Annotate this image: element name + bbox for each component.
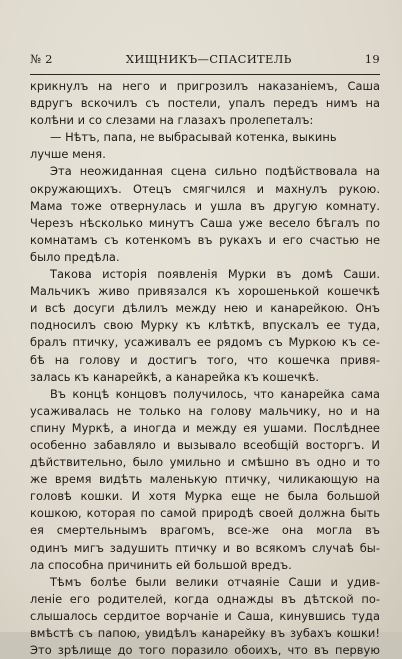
text-line: усаживалась не только на голову мальчику, но и на xyxy=(30,403,380,418)
text-line: ленiе его родителей, когда однажды въ дѣтской по- xyxy=(30,591,380,606)
text-line: Такова исторiя появленiя Мурки въ домѣ Саши. xyxy=(50,267,380,282)
text-line: Мальчикъ живо привязался къ хорошенькой кошечкѣ xyxy=(30,284,380,299)
text-line: вдругъ вскочилъ съ постели, упалъ передъ нимъ на xyxy=(30,96,380,111)
page-number: 19 xyxy=(364,52,380,66)
text-line: ея смертельнымъ врагомъ, все-же она могла въ xyxy=(30,523,380,538)
text-line: слышалось сердитое ворчанiе и Саша, кинувшись туда xyxy=(30,608,380,623)
text-line: ла способна причинить ей большой вредъ. xyxy=(30,557,292,572)
text-line: же время видѣть маленькую птичку, чиликающую на xyxy=(30,472,380,487)
text-line: особенно забавляло и вызывало всеобщiй восторгъ. И xyxy=(30,437,380,452)
text-line: вмѣстѣ съ папою, увидѣлъ канарейку въ зубахъ кошки! xyxy=(30,626,380,640)
text-line: дѣйствительно, было умильно и смѣшно въ одно и то xyxy=(30,455,380,470)
body-text xyxy=(30,78,380,659)
text-line: Мама тоже отвернулась и ушла въ другую комнату. xyxy=(30,198,380,213)
text-line: одинъ мигъ задушить птичку и во всякомъ случаѣ бы- xyxy=(30,540,380,555)
text-line: колѣни и со слезами на глазахъ пролепеталъ: xyxy=(30,113,314,128)
text-line: — Нѣтъ, папа, не выбрасывай котенка, выкинь xyxy=(50,130,337,145)
chapter-title: ХИЩНИКЪ—СПАСИТЕЛЬ xyxy=(125,52,292,66)
text-line: Тѣмъ болѣе были велики отчаянiе Саши и удив- xyxy=(50,574,380,589)
issue-number: № 2 xyxy=(30,52,53,66)
text-line: залась къ канарейкѣ, а канарейка къ кошечкѣ. xyxy=(30,369,320,384)
text-line: было предѣла. xyxy=(30,249,120,264)
text-line: бѣ на голову и достигъ того, что кошечка привя- xyxy=(30,352,380,367)
text-line: Эта неожиданная сцена сильно подѣйствовала на xyxy=(50,164,380,179)
text-line: крикнулъ на него и пригрозилъ наказанiемъ, Саша xyxy=(30,79,380,93)
text-line: спину Муркѣ, а иногда и между ея ушами. Послѣднее xyxy=(30,420,380,435)
text-line: Это зрѣлище до того поразило обоихъ, что въ первую xyxy=(30,643,380,658)
text-line: комнатамъ съ котенкомъ въ рукахъ и его счастью не xyxy=(30,232,380,247)
text-line: лучше меня. xyxy=(30,147,106,162)
text-line: бралъ птичку, усаживалъ ее рядомъ съ Муркою къ се- xyxy=(30,335,380,350)
text-line: окружающихъ. Отецъ смягчился и махнулъ рукою. xyxy=(30,181,380,196)
text-line: головѣ кошки. И хотя Мурка еще не была большой xyxy=(30,489,380,504)
text-line: Черезъ нѣсколько минутъ Саша уже весело бѣгалъ по xyxy=(30,215,380,230)
text-line: и всѣ досуги дѣлилъ между нею и канарейкою. Онъ xyxy=(30,301,380,316)
running-header xyxy=(30,52,380,70)
text-line: кошкою, которая по самой природѣ своей должна быть xyxy=(30,506,380,521)
header-rule xyxy=(30,74,380,75)
text-line: подносилъ свою Мурку къ клѣткѣ, впускалъ ее туда, xyxy=(30,318,380,333)
text-line: Въ концѣ концовъ получилось, что канарейка сама xyxy=(50,386,380,401)
